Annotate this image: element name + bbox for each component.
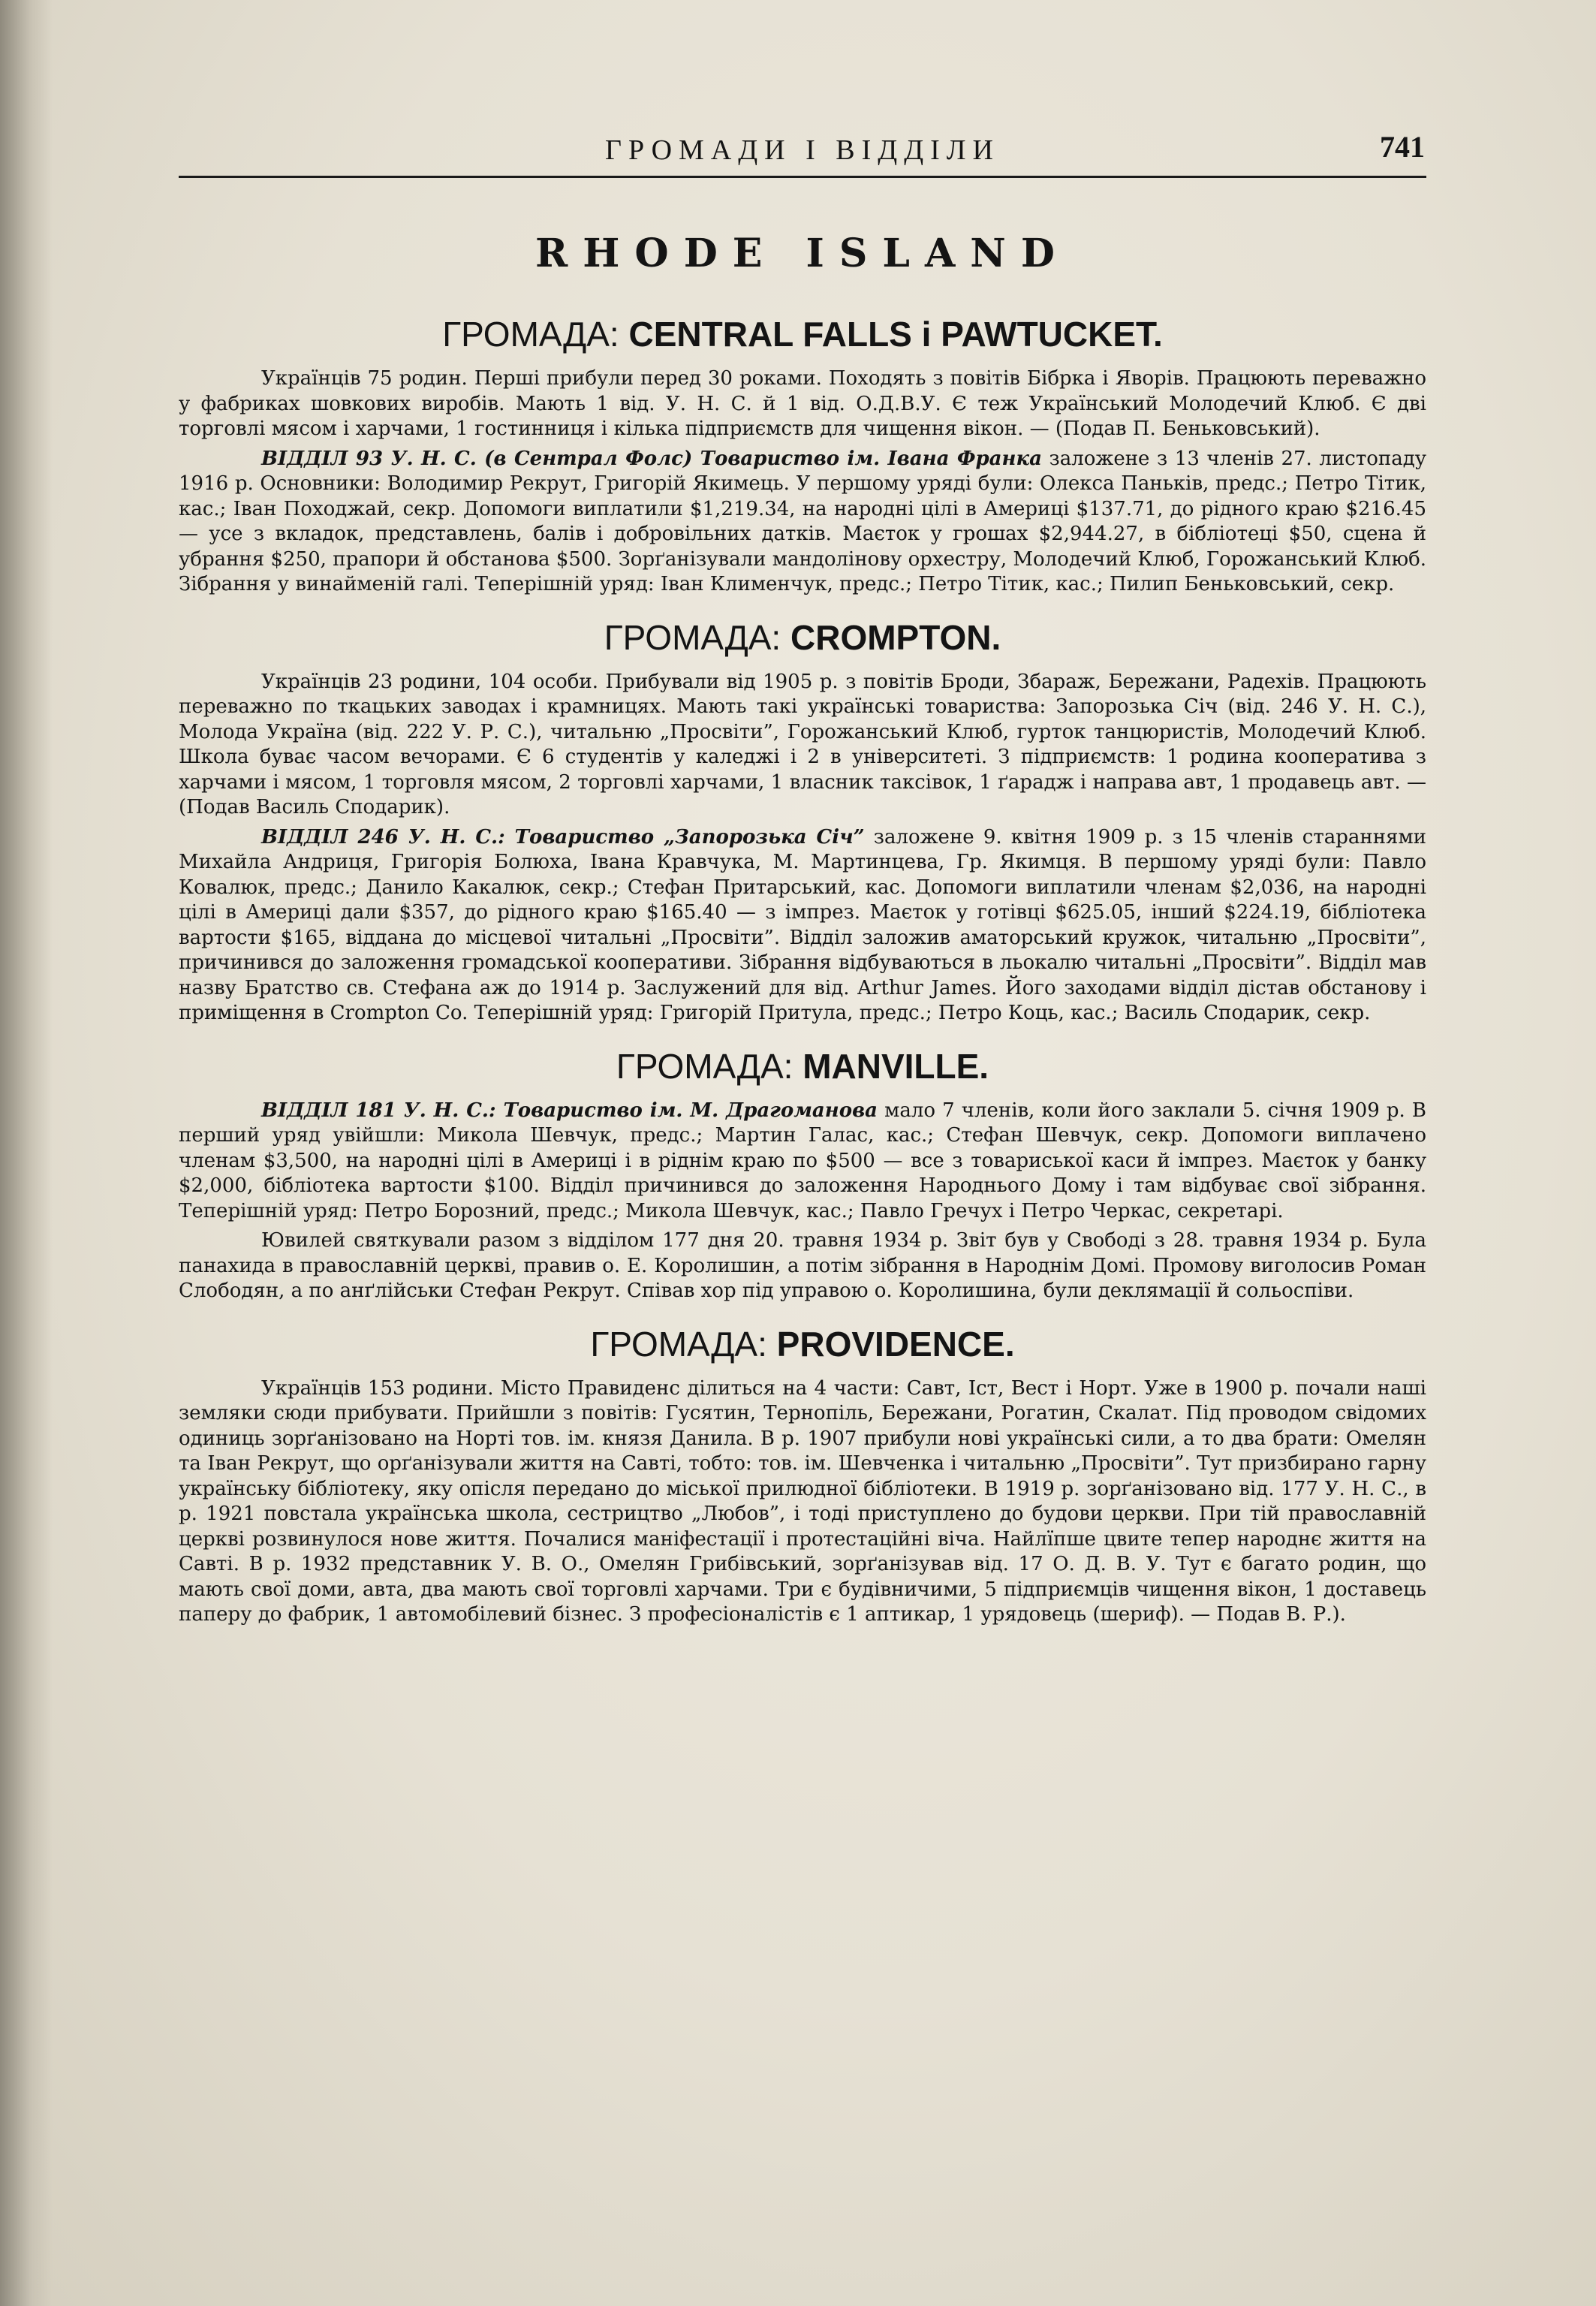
paragraph-text: заложене з 13 членів 27. листопаду 1916 р. Основники: Володимир Рекрут, Григорій Якимець. У першому уряді були: Олекса Паньків, предс.; Петро Тітик, кас.; Іван Походжай, секр. Допомоги виплатили $1,219.34, на народні цілі в Америці $137.71, до рідного краю $216.45 — усе з вкладок, представлень, балів і добровільних датків. Маєток у грошах $2,944.27, в бібліотеці $50, сцена й убрання $250, прапори й обстанова $500. Зорґанізували мандолінову орхестру, Молодечий Клюб, Горожанський Клюб. Зібрання у винайменій галі. Теперішній уряд: Іван Клименчук, предс.; Петро Тітик, кас.; Пилип Беньковський, секр. [179,447,1427,595]
paragraph [179,670,1426,821]
section-crompton [179,617,1426,1026]
paragraph [179,366,1426,442]
section-place: CROMPTON. [790,617,1001,657]
running-title: ГРОМАДИ І ВІДДІЛИ [605,134,1000,166]
section-place: MANVILLE. [803,1046,989,1086]
paragraph-text: мало 7 членів, коли його заклали 5. січня 1909 р. В перший уряд увійшли: Микола Шевчук, предс.; Мартин Галас, кас.; Стефан Шевчук, секр. Допомоги виплачено членам $3,500, на народні цілі в Америці і в ріднім краю по $500 — все з товариської каси й імпрез. Маєток у банку $2,000, бібліотека вартости $100. Відділ причинився до заложення Народнього Дому і там відбуває свої зібрання. Теперішній уряд: Петро Борозний, предс.; Микола Шевчук, кас.; Павло Гречух і Петро Черкас, секретарі. [179,1099,1426,1222]
paragraph-lead: ВІДДІЛ 93 У. Н. С. (в Сентрал Фолс) Товариство ім. Івана Франка [261,447,1042,470]
section-title [179,314,1426,354]
section-place: PROVIDENCE. [776,1324,1015,1364]
section-title [179,617,1426,658]
section-prefix: ГРОМАДА: [590,1324,767,1364]
paragraph [179,1099,1426,1225]
paragraph-text: Ювилей святкували разом з відділом 177 дня 20. травня 1934 р. Звіт був у Свободі з 28. травня 1934 р. Була панахида в православній церкві, правив о. Е. Королишин, а потім зібрання в Народнім Домі. Промову виголосив Роман Слободян, а по анґлійськи Стефан Рекрут. Співав хор під управою о. Королишина, були деклямації й сольоспіви. [179,1229,1426,1302]
paragraph-lead: ВІДДІЛ 246 У. Н. С.: Товариство „Запорозька Січ” [261,825,865,849]
paragraph [179,1228,1426,1304]
section-prefix: ГРОМАДА: [442,315,619,354]
section-title [179,1046,1426,1087]
section-prefix: ГРОМАДА: [616,1046,793,1086]
running-head [179,120,1426,178]
section-place: CENTRAL FALLS і PAWTUCKET. [628,315,1163,354]
section-prefix: ГРОМАДА: [604,617,781,657]
paragraph [179,447,1426,598]
paragraph [179,825,1426,1026]
book-spine-shadow [0,0,53,2306]
page-content [179,120,1426,1632]
section-manville [179,1046,1426,1304]
paragraph-lead: ВІДДІЛ 181 У. Н. С.: Товариство ім. М. Драгоманова [261,1099,878,1122]
paragraph [179,1376,1426,1628]
section-central-falls [179,314,1426,598]
paragraph-text: Українців 153 родини. Місто Правиденс ділиться на 4 части: Савт, Іст, Вест і Норт. Уже в 1900 р. почали наші земляки сюди прибувати. Прийшли з повітів: Гусятин, Тернопіль, Бережани, Рогатин, Скалат. Під проводом свідомих одиниць зорґанізовано на Норті тов. ім. князя Данила. В р. 1907 прибули нові українські сили, а то два брати: Омелян та Іван Рекрут, що орґанізували життя на Савті, тобто: тов. ім. Шевченка і читальню „Просвіти”. Тут призбирано гарну українську бібліотеку, яку опісля передано до міської прилюдної бібліотеки. В 1919 р. зорґанізовано від. 177 У. Н. С., в р. 1921 повстала українська школа, сестрицтво „Любов”, і тоді приступлено до будови церкви. При тій православній церкві розвинулося нове життя. Почалися маніфестації і протестаційні віча. Найлїпше цвите тепер народнє життя на Савті. В р. 1932 представник У. В. О., Омелян Грибівський, зорґанізував від. 17 О. Д. В. У. Тут є багато родин, що мають свої доми, авта, два мають свої торговлі харчами. Три є будівничими, 5 підприємців чищення вікон, 1 доставець паперу до фабрик, 1 автомобілевий бізнес. З професіоналістів є 1 аптикар, 1 урядовець (шериф). — Подав В. Р.). [179,1376,1426,1626]
paragraph-text: Українців 75 родин. Перші прибули перед 30 роками. Походять з повітів Бібрка і Яворів. Працюють переважно у фабриках шовкових виробів. Мають 1 від. У. Н. С. й 1 від. О.Д.В.У. Є теж Український Молодечий Клюб. Є дві торговлі мясом і харчами, 1 гостинниця і кілька підприємств для чищення вікон. — (Подав П. Беньковський). [179,367,1426,440]
paragraph-text: Українців 23 родини, 104 особи. Прибували від 1905 р. з повітів Броди, Збараж, Бережани, Радехів. Працюють переважно по ткацьких заводах і крамницях. Мають такі українські товариства: Запорозька Січ (від. 246 У. Н. С.), Молода Україна (від. 222 У. Р. С.), читальню „Просвіти”, Горожанський Клюб, гурток танцюристів, Молодечий Клюб. Школа буває часом вечорами. Є 6 студентів у каледжі і 2 в університеті. З підприємств: 1 родина кооператива з харчами і мясом, 1 торговля мясом, 2 торговлі харчами, 1 власник таксівок, 1 ґарадж і направа авт, 1 продавець авт. — (Подав Василь Сподарик). [179,670,1426,818]
paragraph-text: заложене 9. квітня 1909 р. з 15 членів стараннями Михайла Андриця, Григорія Болюха, Івана Кравчука, М. Мартинцева, Гр. Якимця. В першому уряді були: Павло Ковалюк, предс.; Данило Какалюк, секр.; Стефан Притарський, кас. Допомоги виплатили членам $2,036, на народні цілі в Америці дали $357, до рідного краю $165.40 — з імпрез. Маєток у готівці $625.05, інший $224.19, бібліотека вартости $165, віддана до місцевої читальні „Просвіти”. Відділ заложив аматорський кружок, читальню „Просвіти”, причинився до заложення громадської кооперативи. Зібрання відбуваються в льокалю читальні „Просвіти”. Відділ мав назву Братство св. Стефана аж до 1914 р. Заслужений для від. Arthur James. Його заходами відділ дістав обстанову і приміщення в Crompton Co. Теперішній уряд: Григорій Притула, предс.; Петро Коць, кас.; Василь Сподарик, секр. [179,825,1426,1024]
page-number: 741 [1380,130,1425,164]
section-providence [179,1324,1426,1628]
state-title: RHODE ISLAND [535,231,1070,276]
section-title [179,1324,1426,1364]
